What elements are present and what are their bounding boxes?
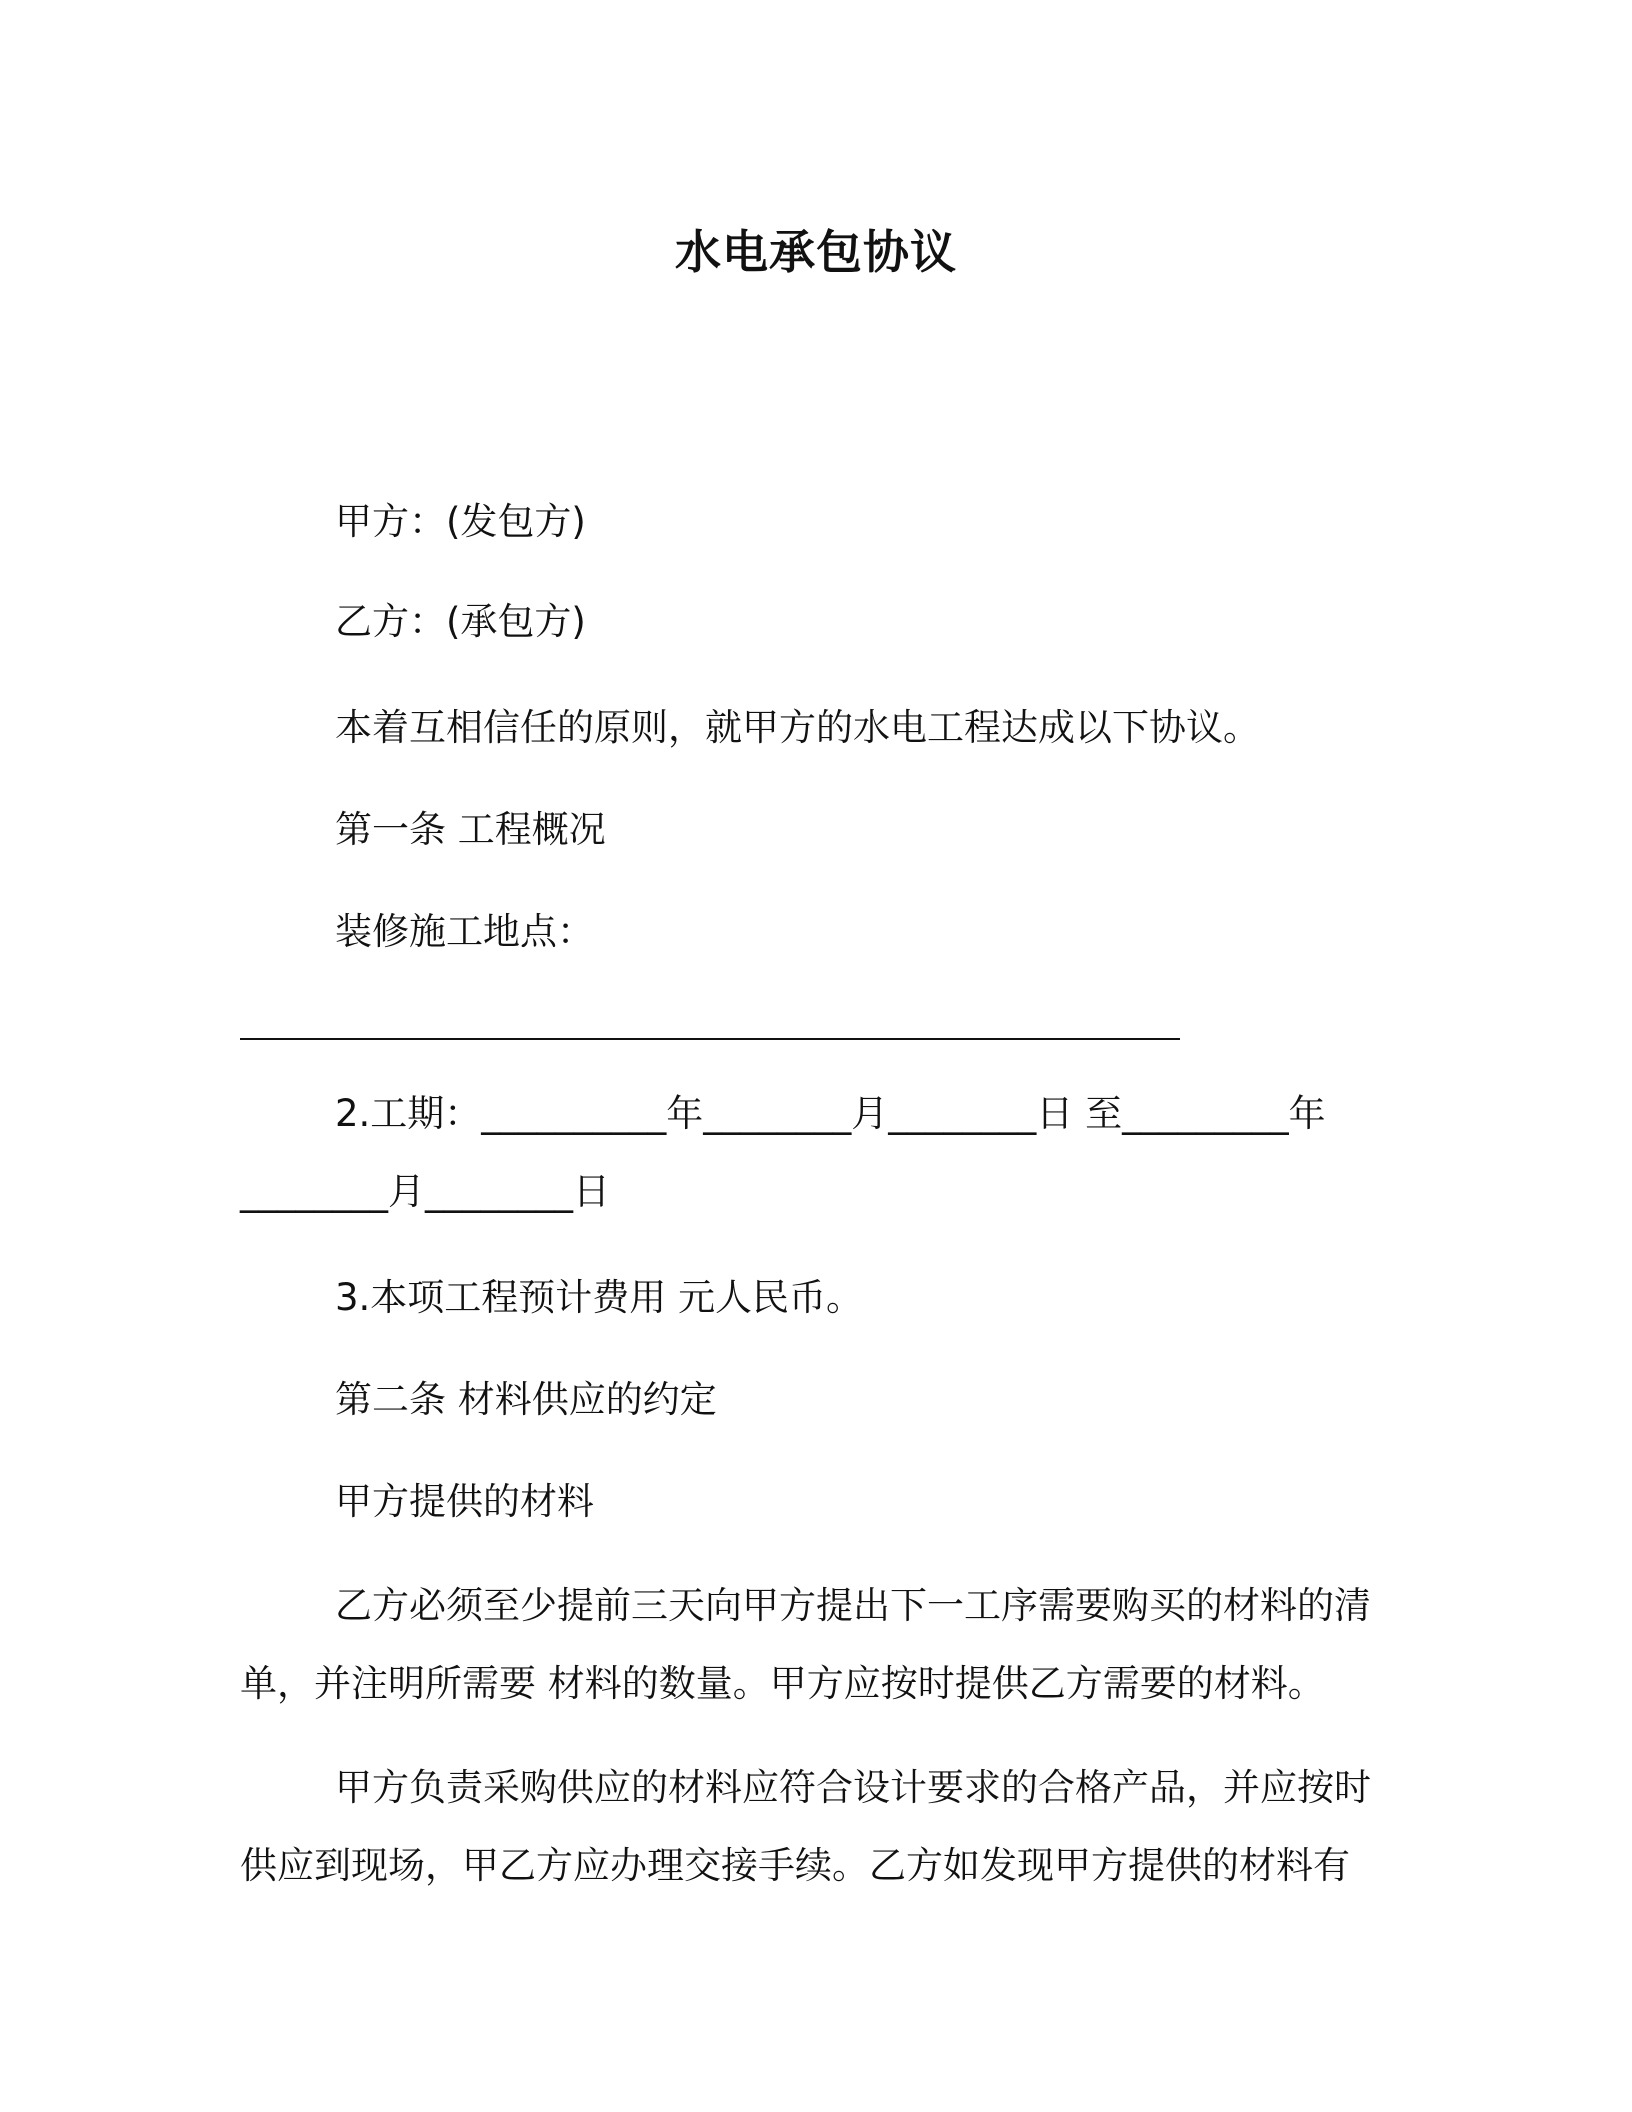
party-b-line: 乙方：(承包方) — [335, 600, 586, 643]
paragraph-1-line-1: 乙方必须至少提前三天向甲方提出下一工序需要购买的材料的清 — [335, 1584, 1371, 1627]
paragraph-2-line-1: 甲方负责采购供应的材料应符合设计要求的合格产品，并应按时 — [335, 1766, 1371, 1809]
site-blank-rule — [240, 1038, 1180, 1040]
party-a-materials-heading: 甲方提供的材料 — [335, 1480, 594, 1523]
document-title: 水电承包协议 — [675, 225, 957, 279]
cost-line: 3.本项工程预计费用 元人民币。 — [335, 1276, 864, 1319]
article-2-heading: 第二条 材料供应的约定 — [335, 1378, 717, 1421]
paragraph-1-line-2: 单，并注明所需要 材料的数量。甲方应按时提供乙方需要的材料。 — [240, 1662, 1325, 1705]
period-line-2: ________月________日 — [240, 1170, 610, 1213]
party-a-line: 甲方：(发包方) — [335, 500, 586, 543]
period-line-1: 2.工期：__________年________月________日 至_________年 — [335, 1092, 1326, 1135]
article-1-heading: 第一条 工程概况 — [335, 808, 606, 851]
intro-paragraph: 本着互相信任的原则，就甲方的水电工程达成以下协议。 — [335, 706, 1260, 749]
site-label: 装修施工地点： — [335, 910, 594, 953]
paragraph-2-line-2: 供应到现场，甲乙方应办理交接手续。乙方如发现甲方提供的材料有 — [240, 1844, 1350, 1887]
